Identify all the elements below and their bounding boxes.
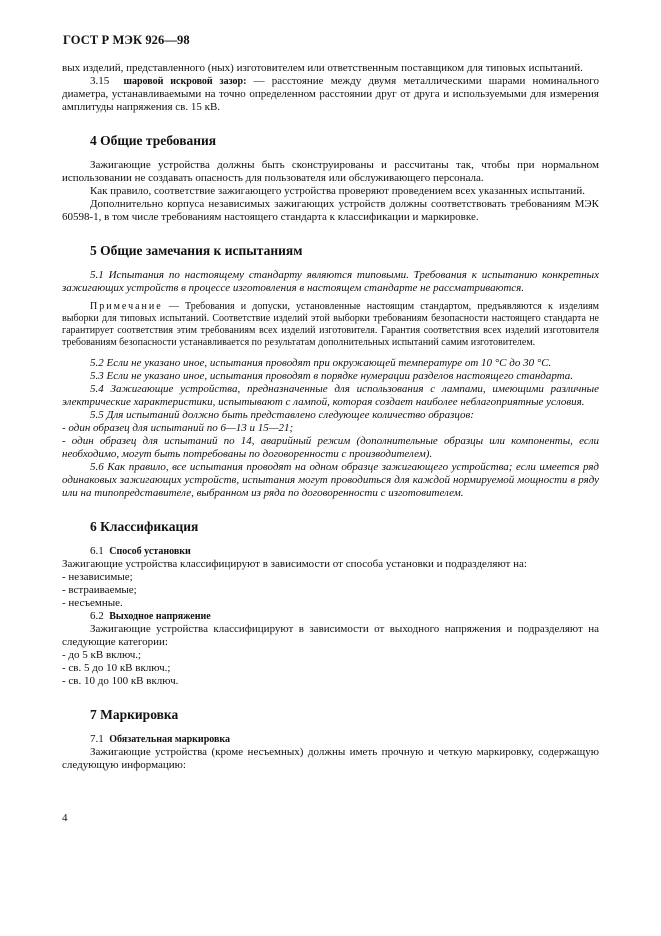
note-label: Примечание [90, 301, 163, 312]
clause-5-2: 5.2 Если не указано иное, испытания проводят при окружающей температуре от 10 °С до 30 °С. [90, 357, 552, 369]
definition-3-15 [62, 75, 599, 114]
subsection-6-2-number: 6.2 [90, 610, 104, 622]
list-item: - до 5 кВ включ.; [62, 649, 142, 661]
document-body [62, 62, 599, 772]
clause-5-4: 5.4 Зажигающие устройства, предназначенные для использования с лампами, имеющими различные электрические характеристики, испытывают с лампой, которая создает наиболее неблагоприятные условия. [62, 383, 599, 408]
subsection-6-2-text: Зажигающие устройства классифицируют в зависимости от выходного напряжения и подразделяют на следующие категории: [62, 623, 599, 648]
note-text: — Требования и допуски, установленные настоящим стандартом, предъявляются к изделиям выборки для типовых испытаний. Соответствие изделий этой выборки требованиям безопасности настоящего стандарта не гарантирует соответствия этим требованиям всех изделий изготовителя. Гарантия соответствия всех изделий изготовителя требованиям безопасности устанавливается по результатам дополнительных испытаний самим изготовителем. [62, 301, 599, 348]
clause-5-6: 5.6 Как правило, все испытания проводят на одном образце зажигающего устройства; если имеется ряд одинаковых зажигающих устройств, испытания могут проводиться для каждой нормируемой мощности в ряду или на типопредставителе, выбранном из ряда по договоренности с изготовителем. [62, 461, 599, 499]
note-5-1 [62, 301, 599, 349]
list-item: - св. 10 до 100 кВ включ. [62, 675, 179, 687]
list-item: - св. 5 до 10 кВ включ.; [62, 662, 171, 674]
clause-5-5-item-1: - один образец для испытаний по 6—13 и 15—21; [62, 422, 294, 434]
page-header: ГОСТ Р МЭК 926—98 [63, 33, 190, 47]
subsection-6-2-heading [62, 610, 599, 623]
list-item: - независимые; [62, 571, 133, 583]
subsection-6-1-number: 6.1 [90, 545, 104, 557]
page-number: 4 [62, 812, 68, 824]
clause-5-5-item-2: - один образец для испытаний по 14, аварийный режим (дополнительные образцы или компоненты, если необходимо, могут быть потребованы по договоренности с производителем). [62, 435, 599, 460]
section-7-title: 7 Маркировка [90, 707, 179, 722]
subsection-6-2-title: Выходное напряжение [109, 611, 211, 622]
definition-term: шаровой искровой зазор: [123, 76, 247, 87]
subsection-6-1-heading [62, 545, 599, 558]
list-item: - встраиваемые; [62, 584, 137, 596]
subsection-7-1-text: Зажигающие устройства (кроме несъемных) должны иметь прочную и четкую маркировку, содержащую следующую информацию: [62, 746, 599, 771]
definition-text: — расстояние между двумя металлическими шарами номинального диаметра, устанавливаемыми на точно определенном расстоянии друг от друга и используемыми для измерения амплитуды напряжения св. 15 кВ. [62, 75, 599, 113]
subsection-6-1-text: Зажигающие устройства классифицируют в зависимости от способа установки и подразделяют на: [62, 558, 527, 570]
subsection-7-1-heading [62, 733, 599, 746]
intro-paragraph: вых изделий, представленного (ных) изготовителем или ответственным поставщиком для типовых испытаний. [62, 62, 583, 74]
section-4-paragraph-1: Зажигающие устройства должны быть сконструированы и рассчитаны так, чтобы при нормальном использовании не создавать опасность для пользователя или обслуживающего персонала. [62, 159, 599, 184]
definition-number: 3.15 [90, 75, 110, 87]
clause-5-1: 5.1 Испытания по настоящему стандарту являются типовыми. Требования к испытанию конкретных зажигающих устройств в процессе изготовления в настоящем стандарте не рассматриваются. [62, 269, 599, 294]
clause-5-5: 5.5 Для испытаний должно быть представлено следующее количество образцов: [90, 409, 474, 421]
section-5-title: 5 Общие замечания к испытаниям [90, 243, 303, 258]
section-4-paragraph-2: Как правило, соответствие зажигающего устройства проверяют проведением всех указанных испытаний. [90, 185, 585, 197]
section-6-title: 6 Классификация [90, 519, 199, 534]
clause-5-3: 5.3 Если не указано иное, испытания проводят в порядке нумерации разделов настоящего стандарта. [90, 370, 574, 382]
subsection-7-1-number: 7.1 [90, 733, 104, 745]
section-4-title: 4 Общие требования [90, 133, 217, 148]
subsection-7-1-title: Обязательная маркировка [109, 734, 231, 745]
section-4-paragraph-3: Дополнительно корпуса независимых зажигающих устройств должны соответствовать требованиям МЭК 60598-1, в том числе требованиям настоящего стандарта к классификации и маркировке. [62, 198, 599, 223]
subsection-6-1-title: Способ установки [109, 546, 191, 557]
list-item: - несъемные. [62, 597, 123, 609]
